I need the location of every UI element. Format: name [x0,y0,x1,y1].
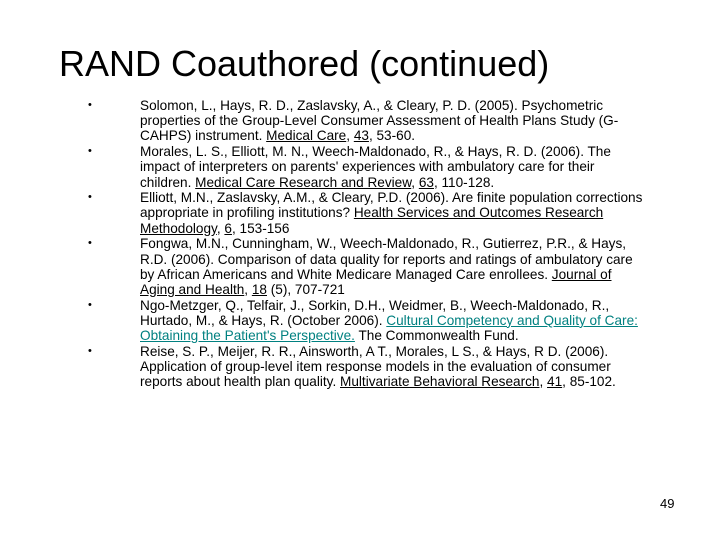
journal-name: Medical Care Research and Review [195,174,412,190]
reference-pages: , 110-128. [433,174,495,190]
bullet-icon: • [88,298,92,311]
reference-item [84,236,644,297]
reference-text: Elliott, M.N., Zaslavsky, A.M., & Cleary, P.D. (2006). Are finite population corrections appropriate in profiling institutions? [140,190,643,221]
separator: , [411,174,419,190]
reference-item [84,98,644,144]
journal-volume: 18 [251,281,267,297]
separator: , [244,281,252,297]
separator: , [216,220,225,236]
reference-pages: , 53-60. [368,128,416,144]
reference-text: Reise, S. P., Meijer, R. R., Ainsworth, A T., Morales, L S., & Hays, R D. (2006). Application of group-level item response models in the evaluation of consumer reports about health plan quality. [140,343,611,390]
slide-title: RAND Coauthored (continued) [59,43,550,84]
bullet-icon: • [88,145,92,158]
reference-item [84,190,644,236]
page-number: 49 [660,496,675,511]
reference-text: Morales, L. S., Elliott, M. N., Weech-Maldonado, R., & Hays, R. D. (2006). The impact of interpreters on parents' experiences with ambulatory care for their children. [140,144,611,190]
journal-volume: 41 [547,374,563,390]
reference-pages: , 153-156 [231,220,290,236]
separator: , [346,128,354,144]
reference-text: Solomon, L., Hays, R. D., Zaslavsky, A., & Cleary, P. D. (2005). Psychometric properties of the Group-Level Consumer Assessment of Health Plans Study (G-CAHPS) instrument. [140,98,619,144]
reference-publisher: The Commonwealth Fund. [354,328,519,344]
journal-volume: 63 [418,174,434,190]
reference-item [84,298,644,344]
report-link[interactable]: Cultural Competency and Quality of Care: Obtaining the Patient's Perspective. [140,312,638,344]
separator: , [539,374,548,390]
reference-item [84,344,644,390]
journal-volume: 6 [224,220,232,236]
journal-volume: 43 [353,128,369,144]
reference-pages: (5), 707-721 [266,281,345,297]
bullet-icon: • [88,237,92,250]
journal-name: Journal of Aging and Health [140,266,612,297]
bullet-icon: • [88,344,92,357]
reference-item [84,144,644,190]
reference-list [84,98,644,390]
journal-name: Multivariate Behavioral Research [340,374,540,390]
reference-text: Fongwa, M.N., Cunningham, W., Weech-Maldonado, R., Gutierrez, P.R., & Hays, R.D. (2006). Comparison of data quality for reports and ratings of ambulatory care by African Americans and White Medicare Managed Care enrollees. [140,236,633,282]
bullet-icon: • [88,191,92,204]
journal-name: Medical Care [266,128,347,144]
bullet-icon: • [88,99,92,111]
journal-name: Health Services and Outcomes Research Methodology [140,205,604,236]
reference-pages: , 85-102. [562,374,616,390]
reference-text: Ngo-Metzger, Q., Telfair, J., Sorkin, D.H., Weidmer, B., Weech-Maldonado, R., Hurtado, M., & Hays, R. (October 2006). [140,297,610,328]
